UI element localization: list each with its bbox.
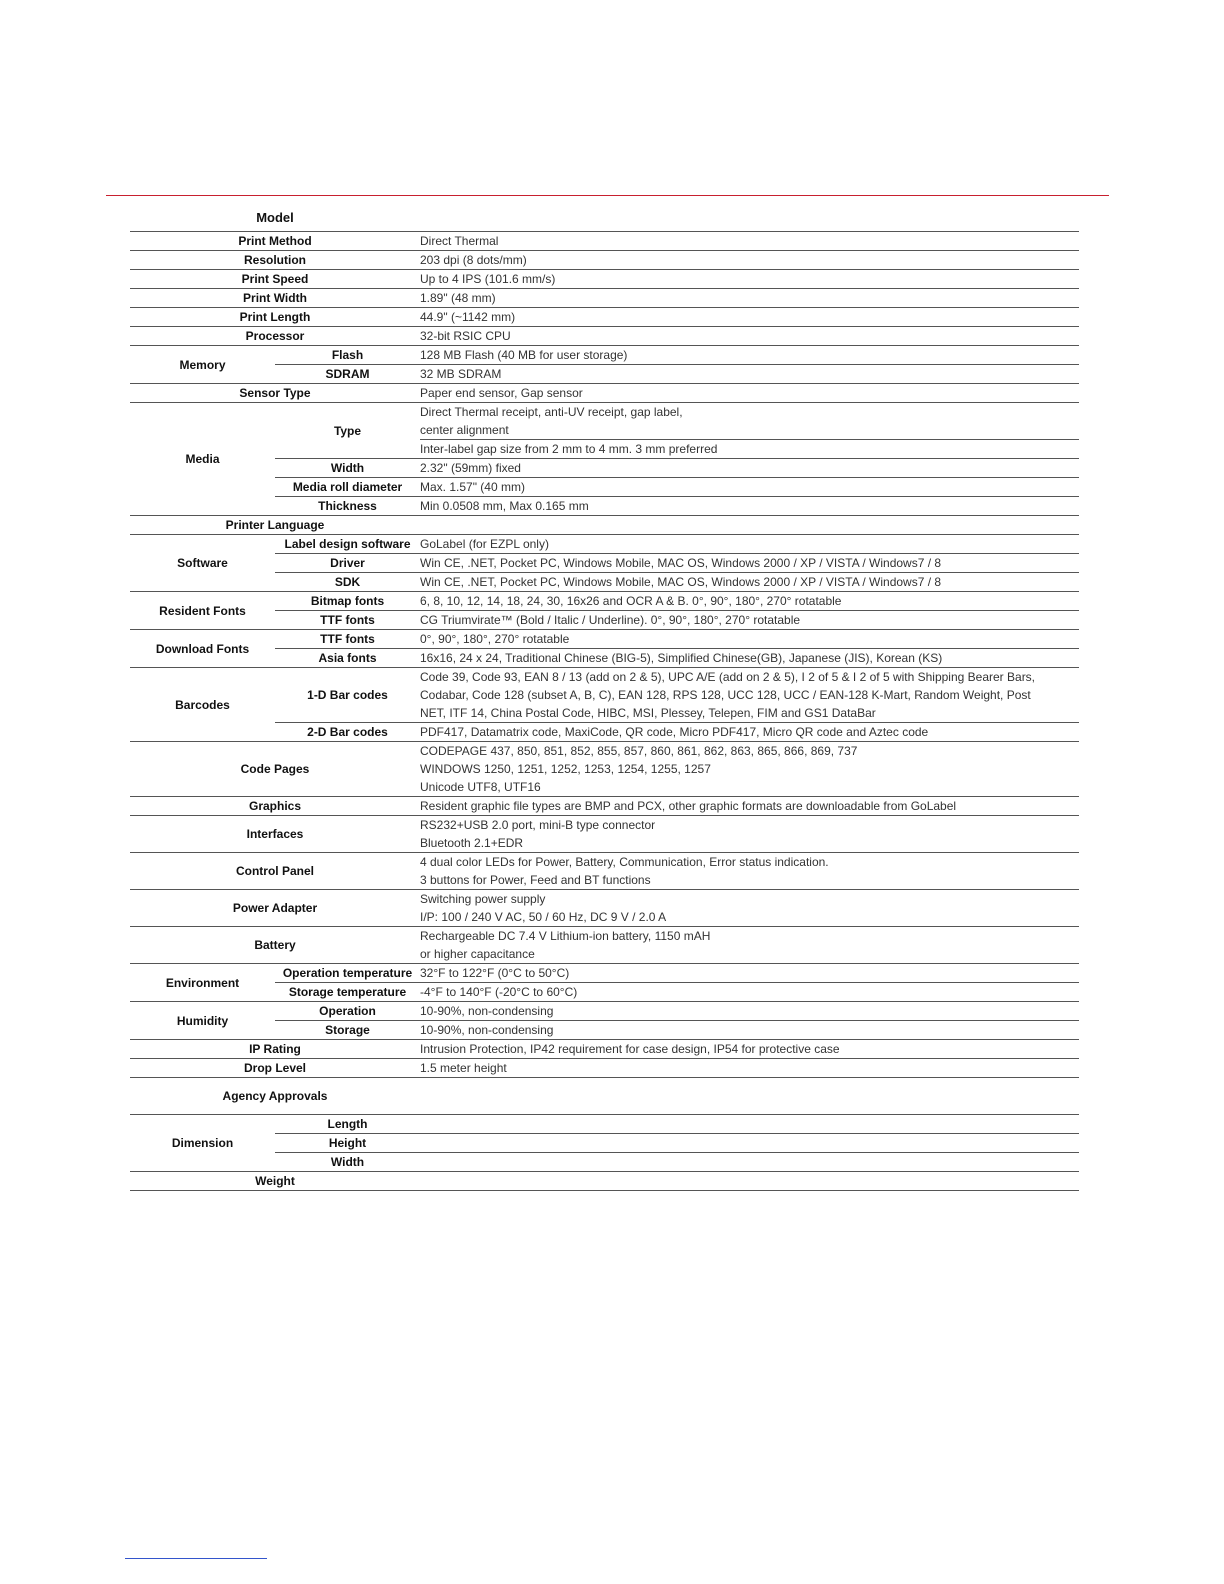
spec-row [130,890,1079,909]
spec-value: 203 dpi (8 dots/mm) [420,251,1079,270]
sub-label: TTF fonts [275,611,420,630]
spec-label: Print Length [130,308,420,327]
spec-value: 16x16, 24 x 24, Traditional Chinese (BIG-5), Simplified Chinese(GB), Japanese (JIS), Korean (KS) [420,649,1079,668]
spec-value: 3 buttons for Power, Feed and BT functions [420,871,1079,890]
spec-value: -4°F to 140°F (-20°C to 60°C) [420,983,1079,1002]
group-label: Dimension [130,1115,275,1172]
spec-value: Switching power supply [420,892,546,906]
group-label: Memory [130,346,275,384]
spec-row [130,927,1079,946]
spec-row [130,630,1079,649]
spec-value: CODEPAGE 437, 850, 851, 852, 855, 857, 860, 861, 862, 863, 865, 866, 869, 737 [420,744,858,758]
spec-value: Win CE, .NET, Pocket PC, Windows Mobile, MAC OS, Windows 2000 / XP / VISTA / Windows7 / 8 [420,573,1079,592]
spec-label: Battery [130,927,420,964]
sub-label: Media roll diameter [275,478,420,497]
sub-label: TTF fonts [275,630,420,649]
spec-value: WINDOWS 1250, 1251, 1252, 1253, 1254, 1255, 1257 [420,762,711,776]
model-label: Model [130,205,420,232]
spec-row [130,1172,1079,1191]
spec-table [130,205,1079,1191]
spec-row [130,1115,1079,1134]
spec-row [130,592,1079,611]
spec-row [130,289,1079,308]
spec-value: RS232+USB 2.0 port, mini-B type connector [420,818,656,832]
group-label: Media [130,403,275,516]
group-label: Resident Fonts [130,592,275,630]
spec-row [130,384,1079,403]
group-label: Environment [130,964,275,1002]
sub-label: Type [275,403,420,459]
sub-label: Operation [275,1002,420,1021]
spec-label: Weight [130,1172,420,1191]
footer-link-underline [125,1558,267,1559]
group-label: Download Fonts [130,630,275,668]
spec-label: Control Panel [130,853,420,890]
spec-value: 10-90%, non-condensing [420,1002,1079,1021]
spec-row [130,1002,1079,1021]
sub-label: SDK [275,573,420,592]
spec-value: Rechargeable DC 7.4 V Lithium-ion battery, 1150 mAH [420,929,711,943]
sub-label: Label design software [275,535,420,554]
group-label: Barcodes [130,668,275,742]
spec-row [130,516,1079,535]
spec-label: Print Speed [130,270,420,289]
spec-row [130,853,1079,872]
spec-value: or higher capacitance [420,945,1079,964]
spec-value: Up to 4 IPS (101.6 mm/s) [420,270,1079,289]
spec-label: Sensor Type [130,384,420,403]
header-rule [106,195,1109,196]
group-label: Humidity [130,1002,275,1040]
spec-value: Codabar, Code 128 (subset A, B, C), EAN 128, RPS 128, UCC 128, UCC / EAN-128 K-Mart, Random Weight, Post [420,688,1031,702]
sub-label: Storage [275,1021,420,1040]
spec-row [130,270,1079,289]
spec-row [130,308,1079,327]
spec-value: 4 dual color LEDs for Power, Battery, Communication, Error status indication. [420,855,829,869]
spec-row [130,232,1079,251]
spec-row [130,964,1079,983]
spec-label: Print Width [130,289,420,308]
group-label: Software [130,535,275,592]
spec-value: Direct Thermal [420,232,1079,251]
spec-value: 128 MB Flash (40 MB for user storage) [420,346,1079,365]
sub-label: Bitmap fonts [275,592,420,611]
spec-value: Bluetooth 2.1+EDR [420,834,1079,853]
spec-value: Win CE, .NET, Pocket PC, Windows Mobile, MAC OS, Windows 2000 / XP / VISTA / Windows7 / 8 [420,554,1079,573]
sub-label: Height [275,1134,420,1153]
spec-value: 10-90%, non-condensing [420,1021,1079,1040]
spec-row [130,535,1079,554]
spec-value: 32 MB SDRAM [420,365,1079,384]
spec-value: NET, ITF 14, China Postal Code, HIBC, MSI, Plessey, Telepen, FIM and GS1 DataBar [420,704,1079,723]
spec-row [130,251,1079,270]
spec-value: 2.32" (59mm) fixed [420,459,1079,478]
spec-row [130,346,1079,365]
spec-row [130,1078,1079,1115]
spec-label: Processor [130,327,420,346]
spec-value: center alignment [420,421,1079,440]
spec-label: Code Pages [130,742,420,797]
sub-label: 1-D Bar codes [275,668,420,723]
spec-value: Min 0.0508 mm, Max 0.165 mm [420,497,1079,516]
spec-row [130,1040,1079,1059]
sub-label: SDRAM [275,365,420,384]
spec-label: Resolution [130,251,420,270]
spec-value: I/P: 100 / 240 V AC, 50 / 60 Hz, DC 9 V / 2.0 A [420,908,1079,927]
spec-value: Intrusion Protection, IP42 requirement for case design, IP54 for protective case [420,1040,1079,1059]
spec-value: Unicode UTF8, UTF16 [420,778,1079,797]
spec-row [130,797,1079,816]
spec-row [130,668,1079,687]
spec-row [130,1059,1079,1078]
spec-value: 32-bit RSIC CPU [420,327,1079,346]
spec-value: Max. 1.57" (40 mm) [420,478,1079,497]
spec-value: Paper end sensor, Gap sensor [420,384,1079,403]
spec-value: Direct Thermal receipt, anti-UV receipt, gap label, [420,405,683,419]
spec-label: Graphics [130,797,420,816]
spec-value: Inter-label gap size from 2 mm to 4 mm. 3 mm preferred [420,440,1079,459]
spec-value: 6, 8, 10, 12, 14, 18, 24, 30, 16x26 and OCR A & B. 0°, 90°, 180°, 270° rotatable [420,592,1079,611]
sub-label: Width [275,459,420,478]
spec-value: GoLabel (for EZPL only) [420,535,1079,554]
spec-label: Printer Language [130,516,420,535]
spec-row [130,403,1079,422]
spec-value: CG Triumvirate™ (Bold / Italic / Underline). 0°, 90°, 180°, 270° rotatable [420,611,1079,630]
spec-label: Power Adapter [130,890,420,927]
sub-label: Thickness [275,497,420,516]
spec-value: 0°, 90°, 180°, 270° rotatable [420,630,1079,649]
spec-label: Agency Approvals [130,1078,420,1115]
sub-label: Driver [275,554,420,573]
sub-label: Asia fonts [275,649,420,668]
sub-label: Storage temperature [275,983,420,1002]
spec-label: Print Method [130,232,420,251]
sub-label: Flash [275,346,420,365]
spec-row-model [130,205,1079,232]
spec-row [130,327,1079,346]
spec-value: 32°F to 122°F (0°C to 50°C) [420,964,1079,983]
spec-value: 44.9" (~1142 mm) [420,308,1079,327]
sub-label: 2-D Bar codes [275,723,420,742]
spec-label: Interfaces [130,816,420,853]
spec-row [130,742,1079,761]
spec-value: PDF417, Datamatrix code, MaxiCode, QR code, Micro PDF417, Micro QR code and Aztec code [420,723,1079,742]
sub-label: Length [275,1115,420,1134]
spec-row [130,816,1079,835]
spec-label: Drop Level [130,1059,420,1078]
spec-label: IP Rating [130,1040,420,1059]
sub-label: Width [275,1153,420,1172]
spec-value: Resident graphic file types are BMP and PCX, other graphic formats are downloadable from GoLabel [420,797,1079,816]
spec-value: Code 39, Code 93, EAN 8 / 13 (add on 2 & 5), UPC A/E (add on 2 & 5), I 2 of 5 & I 2 of 5 with Shipping Bearer Bars, [420,670,1036,684]
sub-label: Operation temperature [275,964,420,983]
spec-value: 1.89" (48 mm) [420,289,1079,308]
spec-value: 1.5 meter height [420,1059,1079,1078]
